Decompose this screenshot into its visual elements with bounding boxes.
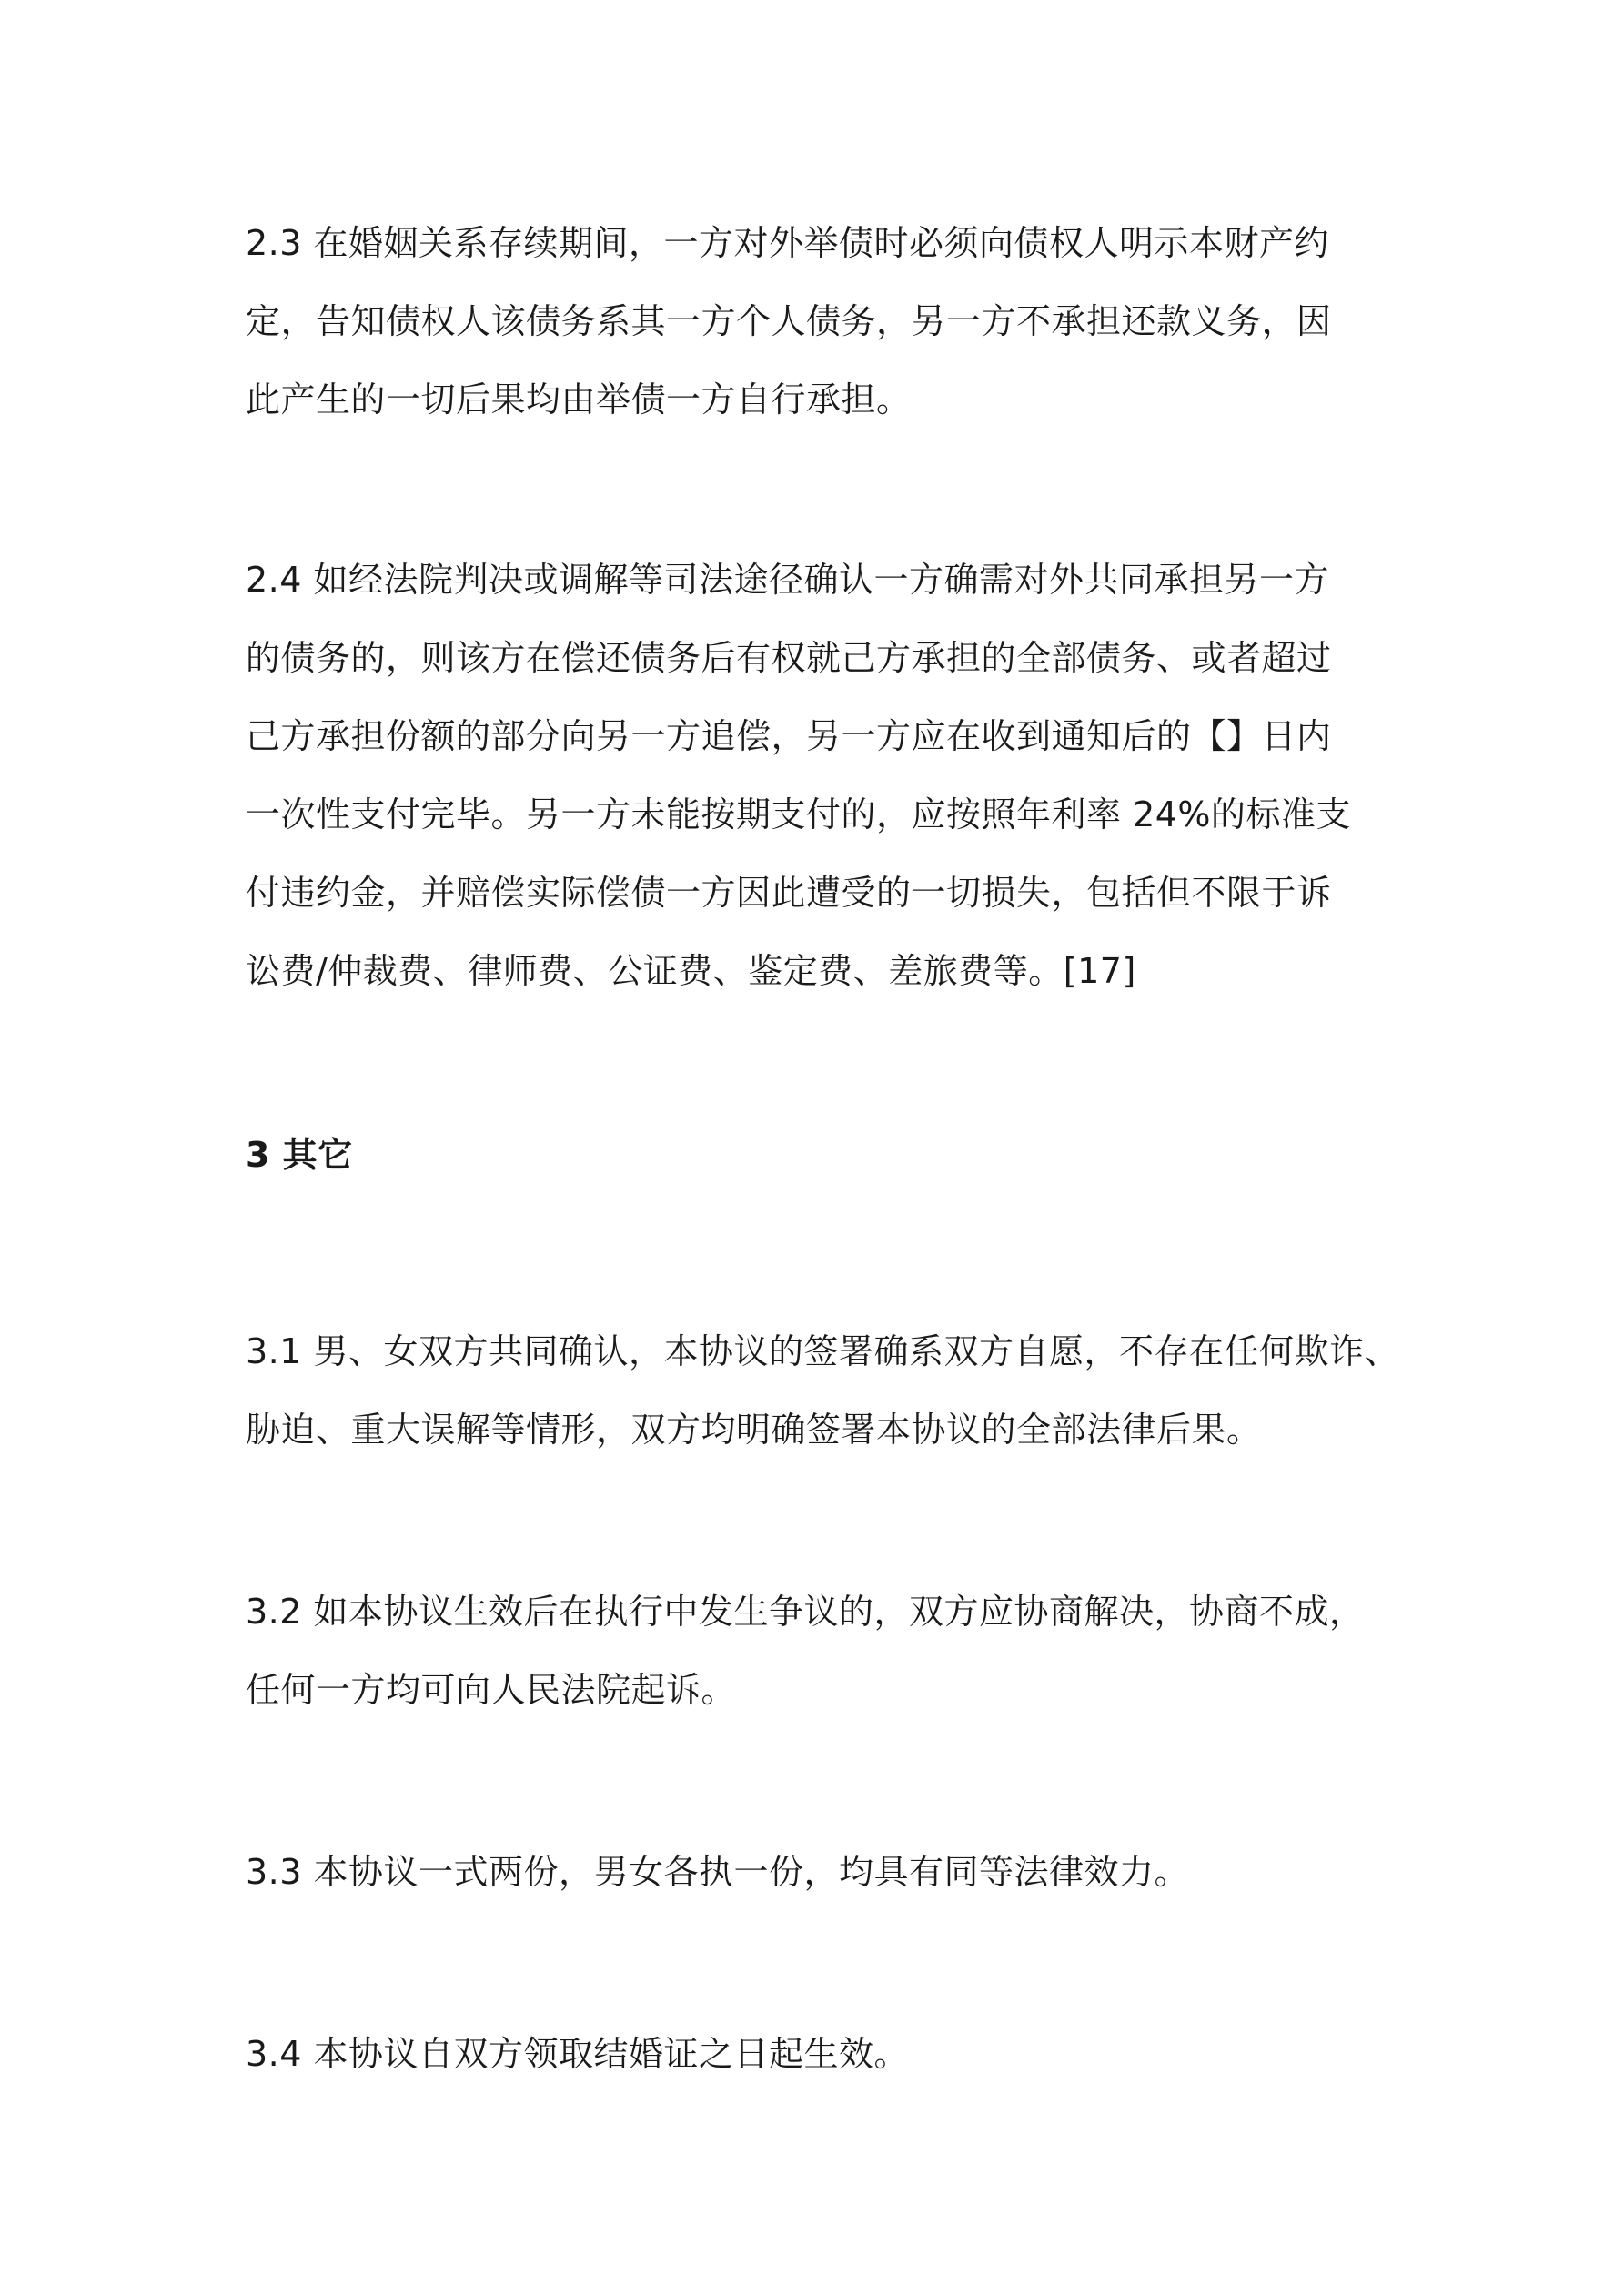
paragraph-line: 胁迫、重大误解等情形，双方均明确签署本协议的全部法律后果。 <box>246 1410 1262 1450</box>
paragraph-3-2 <box>246 1573 1392 1729</box>
paragraph-line: 2.4 如经法院判决或调解等司法途径确认一方确需对外共同承担另一方 <box>246 560 1330 600</box>
paragraph-line: 讼费/仲裁费、律师费、公证费、鉴定费、差旅费等。[17] <box>246 951 1136 991</box>
paragraph-line: 定，告知债权人该债务系其一方个人债务，另一方不承担还款义务，因 <box>246 301 1332 341</box>
paragraph-line: 己方承担份额的部分向另一方追偿，另一方应在收到通知后的【】日内 <box>246 716 1332 756</box>
paragraph-3-4 <box>246 2015 1392 2093</box>
paragraph-2-3 <box>246 204 1392 439</box>
paragraph-3-3 <box>246 1833 1392 1911</box>
paragraph-line: 此产生的一切后果均由举债一方自行承担。 <box>246 379 912 420</box>
paragraph-line: 一次性支付完毕。另一方未能按期支付的，应按照年利率 24%的标准支 <box>246 794 1352 834</box>
paragraph-line: 3.4 本协议自双方领取结婚证之日起生效。 <box>246 2034 910 2074</box>
paragraph-line: 任何一方均可向人民法院起诉。 <box>246 1670 737 1710</box>
section-3-heading <box>246 1116 1392 1194</box>
paragraph-line: 3.2 如本协议生效后在执行中发生争议的，双方应协商解决，协商不成， <box>246 1592 1365 1632</box>
paragraph-line: 3.1 男、女双方共同确认，本协议的签署确系双方自愿，不存在任何欺诈、 <box>246 1331 1400 1371</box>
paragraph-line: 付违约金，并赔偿实际偿债一方因此遭受的一切损失，包括但不限于诉 <box>246 873 1332 913</box>
paragraph-line: 的债务的，则该方在偿还债务后有权就己方承担的全部债务、或者超过 <box>246 638 1332 678</box>
paragraph-2-4 <box>246 541 1392 1010</box>
section-heading: 3 其它 <box>246 1135 353 1175</box>
paragraph-3-1 <box>246 1312 1400 1469</box>
paragraph-line: 3.3 本协议一式两份，男女各执一份，均具有同等法律效力。 <box>246 1852 1190 1892</box>
paragraph-line: 2.3 在婚姻关系存续期间，一方对外举债时必须向债权人明示本财产约 <box>246 223 1330 263</box>
